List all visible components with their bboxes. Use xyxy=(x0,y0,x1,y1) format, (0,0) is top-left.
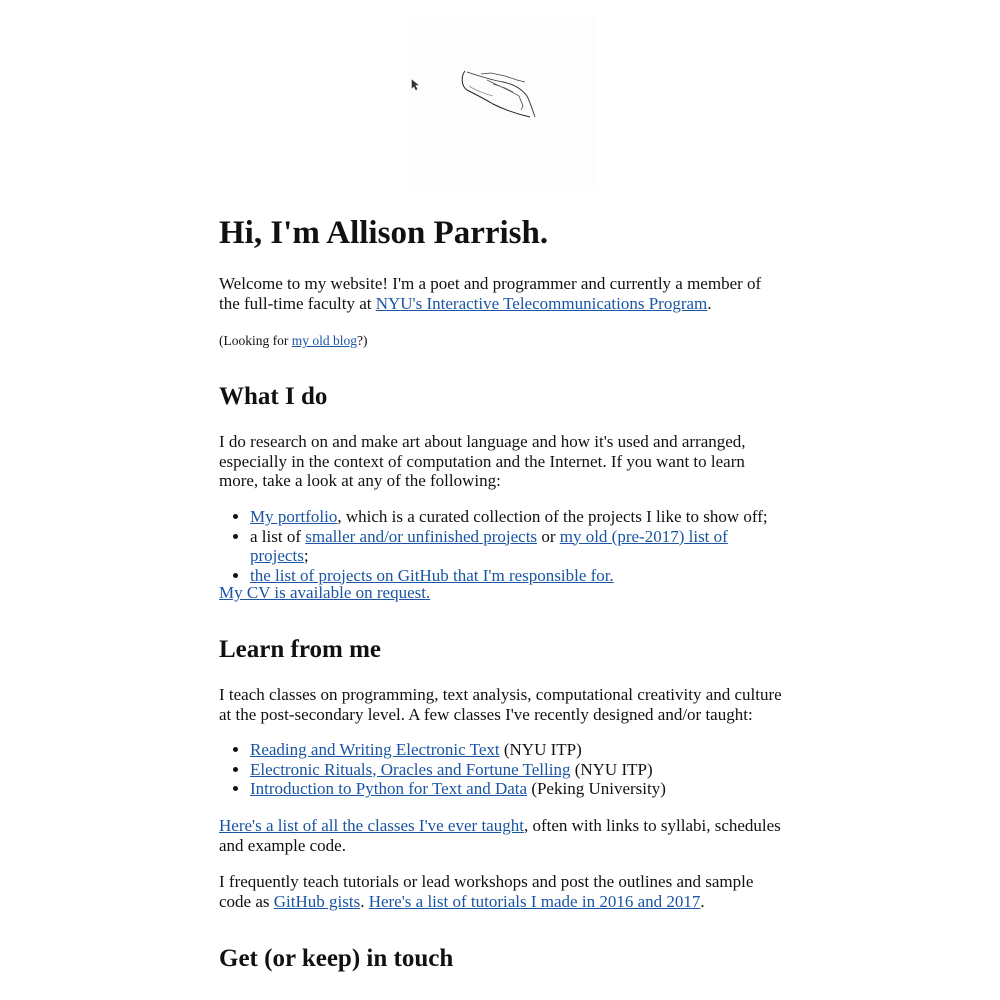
small-projects-link[interactable]: smaller and/or unfinished projects xyxy=(305,526,538,546)
class-link-python[interactable]: Introduction to Python for Text and Data xyxy=(250,779,528,798)
all-classes-link[interactable]: Here's a list of all the classes I've ever taught xyxy=(219,816,524,835)
old-projects-link[interactable]: my old (pre-2017) list of projects xyxy=(250,526,728,565)
list-item xyxy=(250,760,784,780)
classes-list xyxy=(219,740,784,799)
tutorials-link[interactable]: Here's a list of tutorials I made in 2016 and 2017 xyxy=(368,891,701,911)
projects-or: or xyxy=(537,526,560,546)
class-school: (NYU ITP) xyxy=(499,740,582,759)
all-classes-text: , often with links to syllabi, schedules and example code. xyxy=(219,816,781,855)
class-link-rituals[interactable]: Electronic Rituals, Oracles and Fortune Telling xyxy=(250,759,571,779)
list-item xyxy=(250,527,784,566)
tutorials-paragraph xyxy=(219,872,784,911)
old-blog-suffix: ?) xyxy=(357,333,368,348)
cv-paragraph xyxy=(219,583,784,603)
class-link-retext[interactable]: Reading and Writing Electronic Text xyxy=(250,740,500,759)
projects-list xyxy=(219,507,784,585)
what-i-do-paragraph: I do research on and make art about language and how it's used and arranged, especially in the context of computation and the Internet. If you want to learn more, take a look at any of the following: xyxy=(219,432,746,490)
cv-link[interactable]: My CV is available on request. xyxy=(219,583,431,602)
itp-link[interactable]: NYU's Interactive Telecommunications Program xyxy=(375,293,708,313)
github-gists-link[interactable]: GitHub gists xyxy=(273,891,361,911)
intro-paragraph xyxy=(219,274,784,313)
learn-paragraph: I teach classes on programming, text analysis, computational creativity and culture at the post-secondary level. A few classes I've recently designed and/or taught: xyxy=(219,685,782,724)
page-title: Hi, I'm Allison Parrish. xyxy=(219,215,549,251)
all-classes-paragraph xyxy=(219,816,784,855)
class-school: (NYU ITP) xyxy=(570,759,653,779)
contact-heading: Get (or keep) in touch xyxy=(219,945,454,972)
hero-sketch-image xyxy=(409,16,594,191)
list-item xyxy=(250,779,784,799)
projects-prefix: a list of xyxy=(250,526,306,546)
learn-heading: Learn from me xyxy=(219,636,381,663)
tutorials-suffix: . xyxy=(700,891,705,911)
old-blog-link[interactable]: my old blog xyxy=(291,333,357,348)
tutorials-text: I frequently teach tutorials or lead workshops and post the outlines and sample code as xyxy=(219,872,754,911)
portfolio-description: , which is a curated collection of the projects I like to show off; xyxy=(337,507,768,526)
old-blog-prefix: (Looking for xyxy=(219,333,292,348)
old-blog-note xyxy=(219,333,784,349)
what-i-do-heading: What I do xyxy=(219,383,328,410)
class-school: (Peking University) xyxy=(527,779,666,798)
github-projects-link[interactable]: the list of projects on GitHub that I'm responsible for. xyxy=(250,565,614,585)
projects-suffix: ; xyxy=(303,546,309,565)
list-item xyxy=(250,740,784,760)
intro-text: Welcome to my website! I'm a poet and programmer and currently a member of the full-time faculty at xyxy=(219,274,762,313)
list-item xyxy=(250,507,784,527)
tutorials-mid: . xyxy=(360,891,369,911)
intro-text-end: . xyxy=(707,293,712,313)
portfolio-link[interactable]: My portfolio xyxy=(250,507,338,526)
